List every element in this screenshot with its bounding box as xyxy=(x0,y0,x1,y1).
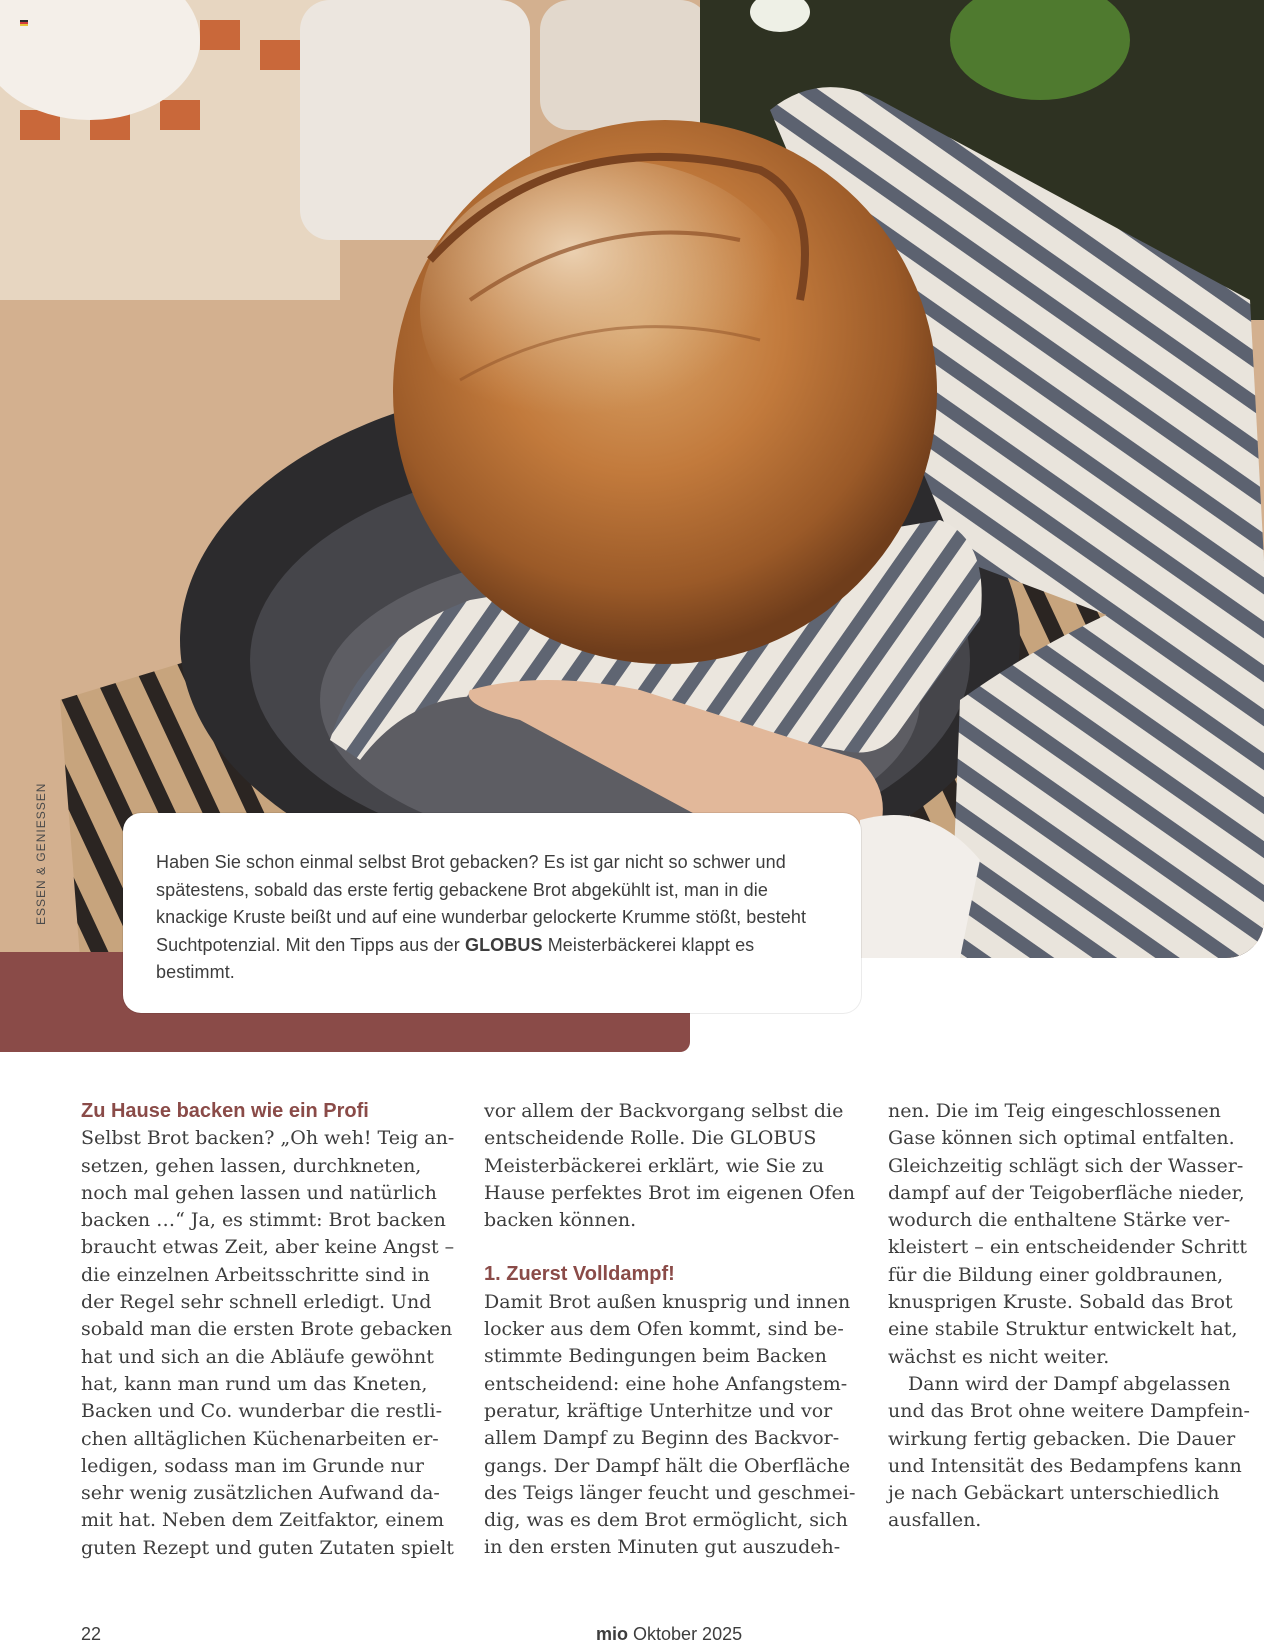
intro-brand: GLOBUS xyxy=(464,934,543,955)
intro-text-start: Haben Sie schon einmal selbst Brot gebacken? Es ist gar nicht so schwer und spätestens, sobald das erste fertig gebackene Brot abgekühlt ist, man in die knackige Kruste beißt und auf eine wunderbar gelockerte Krumme stößt, besteht Suchtpotenzial. Mit den Tipps aus der xyxy=(156,852,807,955)
magazine-issue xyxy=(596,1624,742,1645)
article-column-2 xyxy=(484,1098,864,1562)
column-3-text-bottom: Dann wird der Dampf abgelassen und das Brot ohne weitere Dampfein- wirkung fertig gebacken. Die Dauer und Intensität des Bedampfens kann je nach Gebäckart unterschiedlich ausfallen. xyxy=(888,1372,1250,1532)
magazine-name: mio xyxy=(596,1624,629,1644)
column-3-text-top: nen. Die im Teig eingeschlossenen Gase können sich optimal entfalten. Gleichzeitig schlägt sich der Wasser- dampf auf der Teigoberfläche nieder, wodurch die enthaltene Stärke ver- kleistert – ein entscheidender Schritt für die Bildung einer goldbraunen, knusprigen Kruste. Sobald das Brot eine stabile Struktur entwickelt hat, wächst es nicht weiter. xyxy=(888,1100,1247,1368)
column-1-text: Selbst Brot backen? „Oh weh! Teig an- setzen, gehen lassen, durchkneten, noch mal gehen lassen und natürlich backen …“ Ja, es stimmt: Brot backen braucht etwas Zeit, aber keine Angst – die einzelnen Arbeitsschritte sind in der Regel sehr schnell erledigt. Und sobald man die ersten Brote gebacken hat und sich an die Abläufe gewöhnt hat, kann man rund um das Kneten, Backen und Co. wunderbar die restli- chen alltäglichen Küchenarbeiten er- ledigen, sodass man im Grunde nur sehr wenig zusätzlichen Aufwand da- mit hat. Neben dem Zeitfaktor, einem guten Rezept und guten Zutaten spielt xyxy=(81,1127,455,1559)
section-heading-2: 1. Zuerst Volldampf! xyxy=(484,1263,675,1286)
section-heading-1: Zu Hause backen wie ein Profi xyxy=(81,1100,369,1122)
issue-date: Oktober 2025 xyxy=(633,1624,743,1644)
column-2-text-bottom: Damit Brot außen knusprig und innen locker aus dem Ofen kommt, sind be- stimmte Bedingungen beim Backen entscheidend: eine hohe Anfangstem- peratur, kräftige Unterhitze und vor allem Dampf zu Beginn des Backvor- gangs. Der Dampf hält die Oberfläche des Teigs länger feucht und geschmei- dig, was es dem Brot ermöglicht, sich in den ersten Minuten gut auszudeh- xyxy=(484,1290,856,1559)
section-label: ESSEN & GENIESSEN xyxy=(34,782,48,925)
column-2-text-top: vor allem der Backvorgang selbst die entscheidende Rolle. Die GLOBUS Meisterbäckerei erklärt, wie Sie zu Hause perfektes Brot im eigenen Ofen backen können. xyxy=(484,1100,855,1232)
page-number: 22 xyxy=(81,1624,102,1644)
intro-box xyxy=(123,813,861,1013)
article-column-3 xyxy=(888,1098,1268,1535)
flag-icon xyxy=(20,20,28,26)
intro-text-end: Meisterbäckerei klappt es bestimmt. xyxy=(156,934,755,982)
article-column-1 xyxy=(81,1098,461,1562)
